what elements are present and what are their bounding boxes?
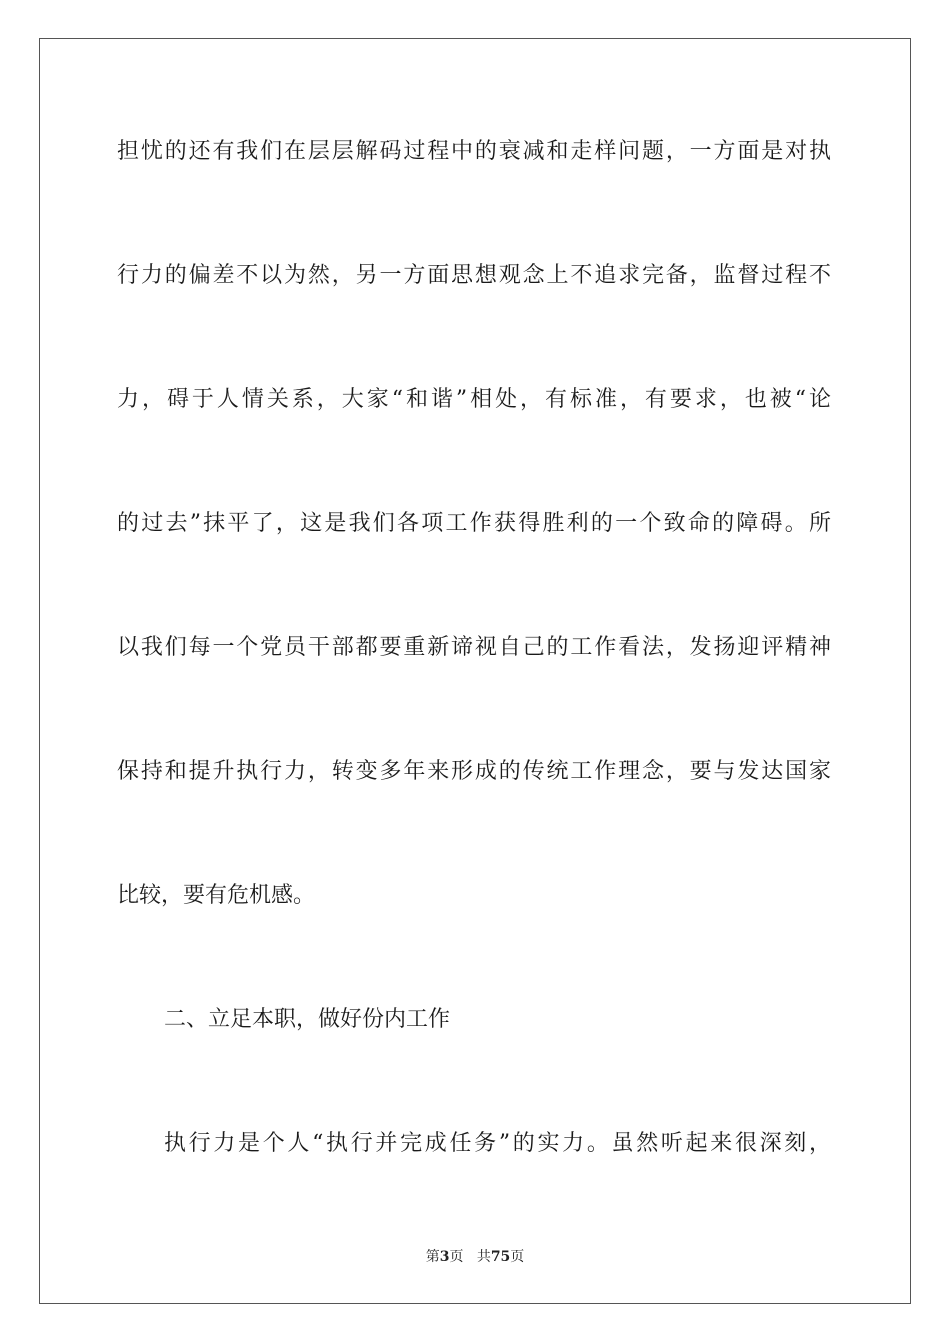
body-text-line-2: 行力的偏差不以为然，另一方面思想观念上不追求完备，监督过程不 [117,263,831,288]
total-suffix: 页 [510,1249,525,1265]
page-prefix: 第 [425,1249,440,1265]
page-footer [0,1246,950,1266]
total-pages: 75 [490,1249,511,1265]
body-text-line-5: 以我们每一个党员干部都要重新谛视自己的工作看法，发扬迎评精神 [117,635,831,660]
body-text-line-1: 担忧的还有我们在层层解码过程中的衰减和走样问题，一方面是对执 [117,139,831,164]
body-text-line-3: 力，碍于人情关系，大家“和谐”相处，有标准，有要求，也被“论 [117,387,831,412]
paragraph-start-line: 执行力是个人“执行并完成任务”的实力。虽然听起来很深刻， [164,1131,831,1156]
page-border [39,38,911,1304]
body-text-line-7: 比较，要有危机感。 [117,883,316,908]
section-heading: 二、立足本职，做好份内工作 [164,1007,451,1032]
total-prefix: 共 [476,1249,491,1265]
page-number: 3 [439,1249,450,1265]
body-text-line-6: 保持和提升执行力，转变多年来形成的传统工作理念，要与发达国家 [117,759,831,784]
page-suffix: 页 [449,1249,464,1265]
body-text-line-4: 的过去”抹平了，这是我们各项工作获得胜利的一个致命的障碍。所 [117,511,831,536]
